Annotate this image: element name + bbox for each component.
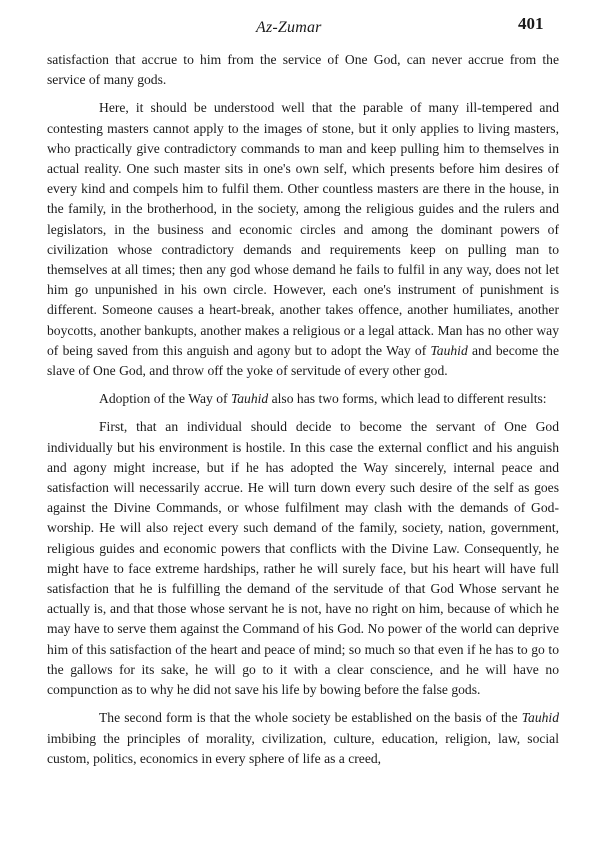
paragraph-continuation xyxy=(47,50,559,90)
tauhid-term: Tauhid xyxy=(230,391,269,407)
paragraph-parable-of-masters xyxy=(47,98,559,381)
paragraph-text: First, that an individual should decide to become the servant of One God individually but his environment is hostile. In this case the external conflict and his anguish and agony might increase, but if he has adopted the Way sincerely, internal peace and satisfaction will necessarily accrue. He will turn down every such desire of the self as goes against the Divine Commands, or whose fulfilment may clash with the demands of God-worship. He will also reject every such demand of the family, society, nation, government, religious guides and economic powers that conflicts with the Divine Law. Consequently, he might have to face extreme hardships, rather he will surely face, but his heart will have full satisfaction that he is fulfilling the demand of the servitude of that God Whose servant he actually is, and that those whose servant he is not, have no right on him, because of which he may have to serve them against the Command of his God. No power of the world can deprive him of this satisfaction of the heart and peace of mind; so much so that even if he has to go to the gallows for its sake, he will go to it with a clear conscience, and he will have no compunction as to why he did not save his life by bowing before the false gods. xyxy=(47,419,559,698)
paragraph-text-before: The second form is that the whole society be established on the basis of the xyxy=(99,710,518,726)
paragraph-text-after: imbibing the principles of morality, civilization, culture, education, religion, law, social custom, politics, economics in every sphere of life as a creed, xyxy=(47,730,559,766)
paragraph-first-form xyxy=(47,417,559,700)
running-head: Az-Zumar xyxy=(256,19,322,36)
tauhid-term: Tauhid xyxy=(521,710,559,726)
paragraph-text: satisfaction that accrue to him from the service of One God, can never accrue from the service of many gods. xyxy=(47,52,559,88)
paragraph-text-after: and become the slave of One God, and throw off the yoke of servitude of every other god. xyxy=(47,342,559,379)
paragraph-second-form xyxy=(47,708,559,769)
tauhid-term: Tauhid xyxy=(430,342,468,358)
body-text xyxy=(47,50,559,780)
paragraph-text-after: also has two forms, which lead to different results: xyxy=(271,391,547,407)
page-number: 401 xyxy=(518,14,544,33)
page-header xyxy=(0,6,600,40)
paragraph-text: Here, it should be understood well that the parable of many ill-tempered and contesting masters cannot apply to the images of stone, but it only applies to living masters, who practically give contradictory commands to man and keep pulling him to themselves in actual reality. One such master sits in one's own self, which presents before him desires of every kind and compels him to fulfil them. Other countless masters are there in the house, in the family, in the brotherhood, in the society, among the religious guides and the rulers and legislators, in the business and economic circles and among the dominant powers of civilization whose contradictory demands and requirements keep on pulling man to themselves at all times; then any god whose demand he fails to fulfil in any way, does not let him go unpunished in his own circle. However, each one's instrument of punishment is different. Someone causes a heart-break, another takes offence, another humiliates, another boycotts, another bankupts, another makes a religious or a legal attack. Man has no other way of being saved from this anguish and agony but to adopt the Way of xyxy=(47,100,559,358)
paragraph-text-before: Adoption of the Way of xyxy=(99,391,228,407)
paragraph-adoption-two-forms xyxy=(47,389,559,409)
